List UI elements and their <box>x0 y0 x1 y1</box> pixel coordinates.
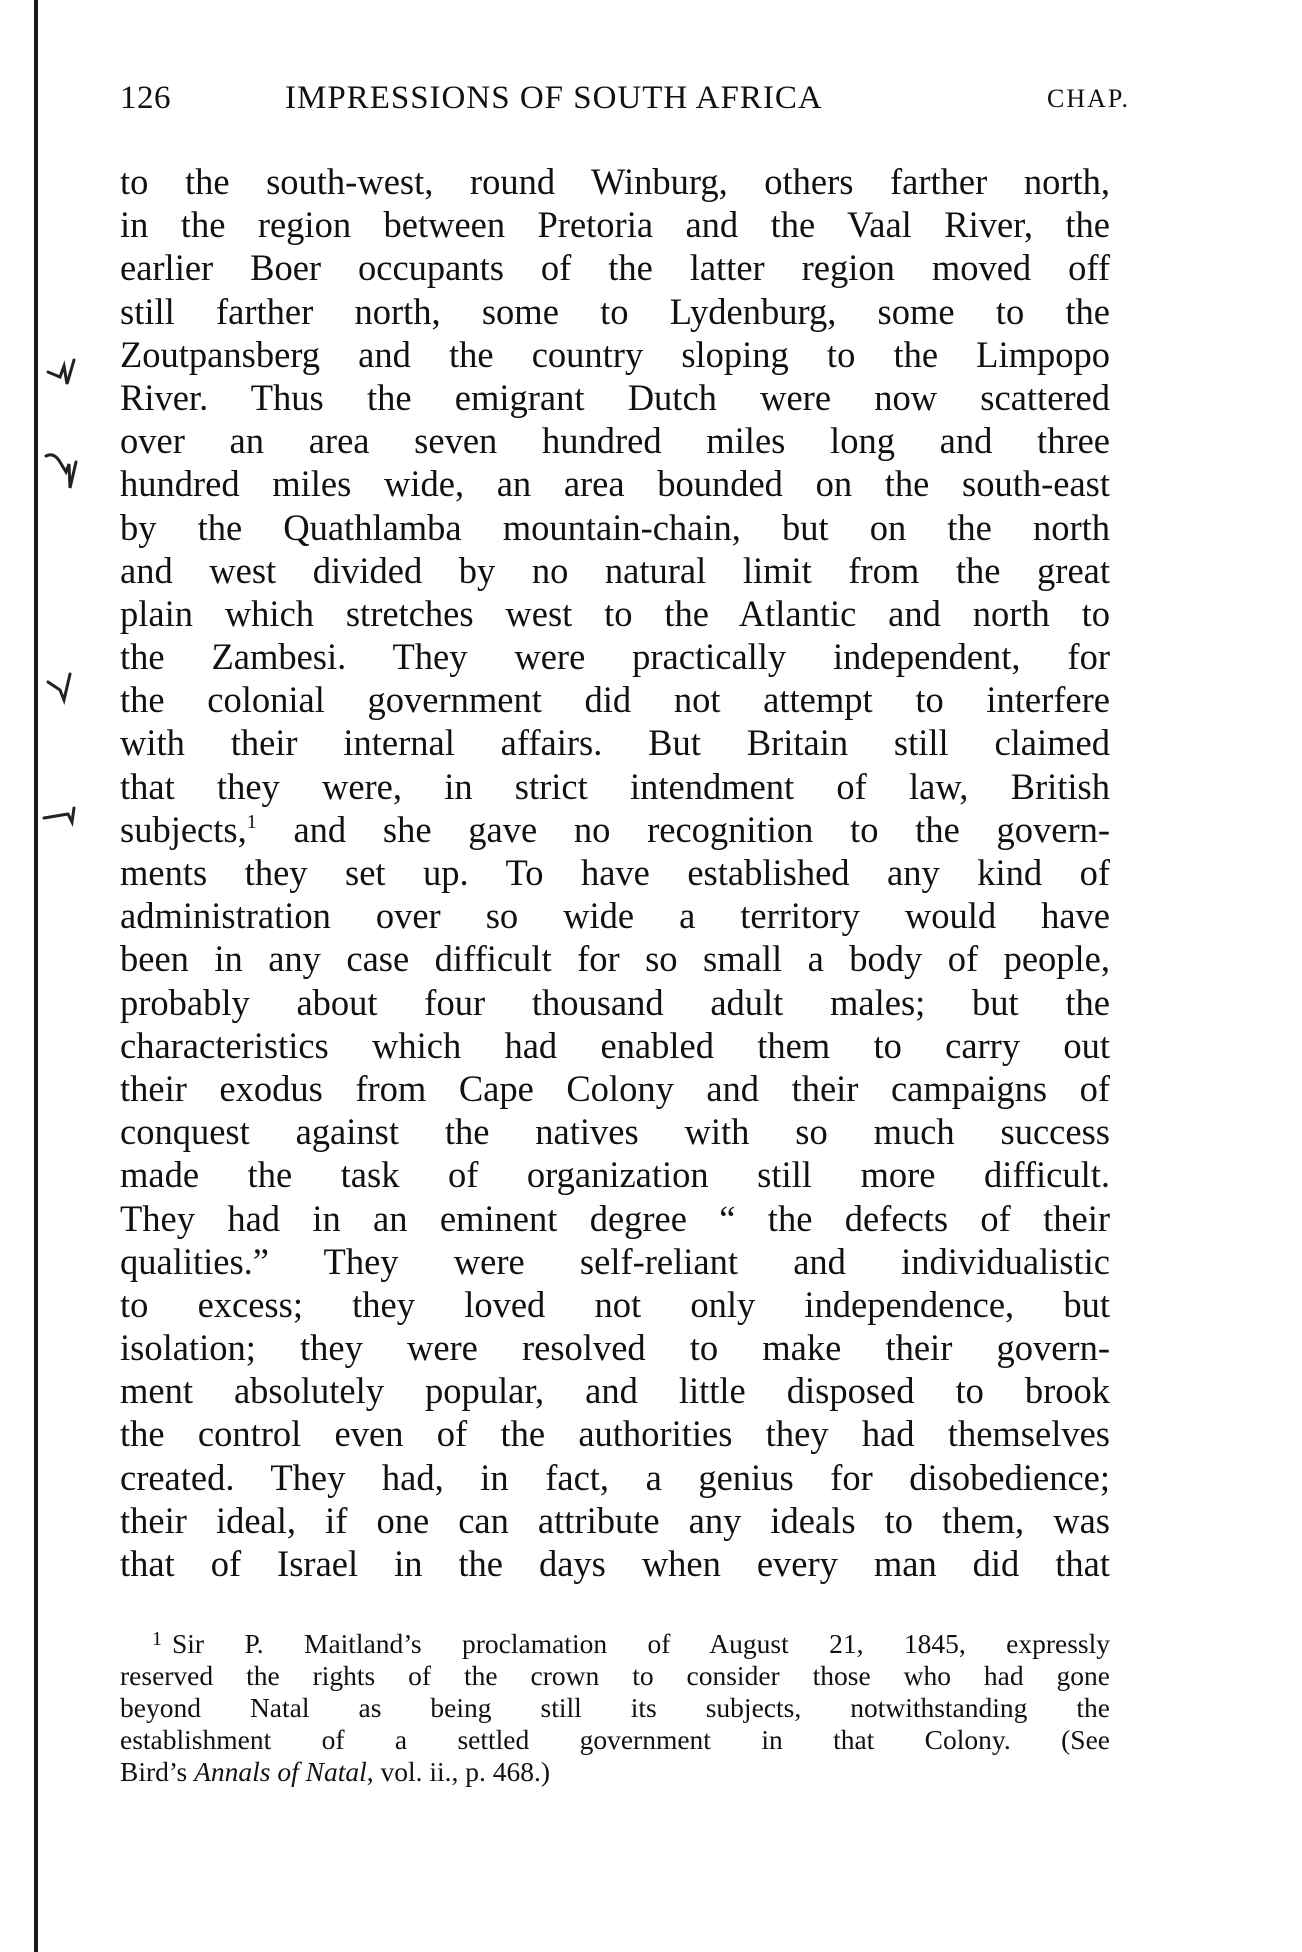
footnote-line <box>120 1628 1110 1660</box>
body-line: the control even of the authorities they had themselves <box>120 1413 1110 1455</box>
margin-check-icon <box>40 448 100 498</box>
body-line: their exodus from Cape Colony and their campaigns of <box>120 1067 1110 1109</box>
body-line: in the region between Pretoria and the Vaal River, the <box>120 204 1110 246</box>
body-text <box>120 160 1110 1585</box>
page-number: 126 <box>120 80 171 116</box>
running-title: IMPRESSIONS OF SOUTH AFRICA <box>285 80 823 116</box>
body-line: that of Israel in the days when every man did that <box>120 1543 1110 1584</box>
page-edge-rule <box>34 0 38 1952</box>
footnote-line: establishment of a settled government in that Colony. (See <box>120 1724 1110 1755</box>
body-line: to excess; they loved not only independence, but <box>120 1283 1110 1325</box>
footnote-text: Bird’s <box>120 1756 195 1787</box>
footnote-line <box>120 1756 1110 1788</box>
footnote-reference: 1 <box>246 810 257 833</box>
body-line: that they were, in strict intendment of law, British <box>120 765 1110 807</box>
body-line: by the Quathlamba mountain-chain, but on the north <box>120 506 1110 548</box>
margin-arrow-icon <box>40 792 100 842</box>
margin-check-icon <box>40 662 100 712</box>
body-line: conquest against the natives with so much success <box>120 1111 1110 1153</box>
body-line: qualities.” They were self-reliant and individualistic <box>120 1240 1110 1282</box>
body-line: probably about four thousand adult males; but the <box>120 981 1110 1023</box>
footnote-book-title: Annals of Natal <box>194 1756 367 1787</box>
body-line: made the task of organization still more difficult. <box>120 1154 1110 1196</box>
body-line: earlier Boer occupants of the latter region moved off <box>120 247 1110 289</box>
chapter-label: CHAP. <box>1047 84 1130 113</box>
body-line: River. Thus the emigrant Dutch were now scattered <box>120 376 1110 418</box>
body-line: the Zambesi. They were practically independent, for <box>120 636 1110 678</box>
body-line-with-footnote <box>120 808 1110 851</box>
body-line: and west divided by no natural limit from the great <box>120 549 1110 591</box>
footnote-text: Sir P. Maitland’s proclamation of August 21, 1845, expressly <box>172 1628 1110 1659</box>
footnote-text: , vol. ii., p. 468.) <box>366 1756 551 1787</box>
body-line: administration over so wide a territory would have <box>120 895 1110 937</box>
body-line: been in any case difficult for so small a body of people, <box>120 938 1110 980</box>
body-line: hundred miles wide, an area bounded on the south-east <box>120 463 1110 505</box>
margin-check-icon <box>40 350 100 400</box>
running-header <box>120 80 1130 128</box>
body-line: characteristics which had enabled them to carry out <box>120 1024 1110 1066</box>
body-line: with their internal affairs. But Britain still claimed <box>120 722 1110 764</box>
body-line: still farther north, some to Lydenburg, some to the <box>120 290 1110 332</box>
body-line: plain which stretches west to the Atlantic and north to <box>120 592 1110 634</box>
body-line: isolation; they were resolved to make their govern- <box>120 1327 1110 1369</box>
body-line: the colonial government did not attempt to interfere <box>120 679 1110 721</box>
body-text-fragment: subjects, <box>120 808 247 850</box>
body-line: over an area seven hundred miles long and three <box>120 420 1110 462</box>
footnote-marker: 1 <box>152 1628 162 1650</box>
footnote-block <box>120 1628 1110 1788</box>
body-line: their ideal, if one can attribute any ideals to them, was <box>120 1499 1110 1541</box>
body-text-fragment: and she gave no recognition to the govern- <box>293 808 1110 850</box>
body-line: Zoutpansberg and the country sloping to the Limpopo <box>120 333 1110 375</box>
body-line: They had in an eminent degree “ the defects of their <box>120 1197 1110 1239</box>
footnote-line: reserved the rights of the crown to consider those who had gone <box>120 1660 1110 1691</box>
body-line: ment absolutely popular, and little disposed to brook <box>120 1370 1110 1412</box>
body-line: to the south-west, round Winburg, others farther north, <box>120 161 1110 202</box>
body-line: ments they set up. To have established any kind of <box>120 852 1110 893</box>
body-line: created. They had, in fact, a genius for disobedience; <box>120 1456 1110 1498</box>
footnote-line: beyond Natal as being still its subjects, notwithstanding the <box>120 1692 1110 1723</box>
